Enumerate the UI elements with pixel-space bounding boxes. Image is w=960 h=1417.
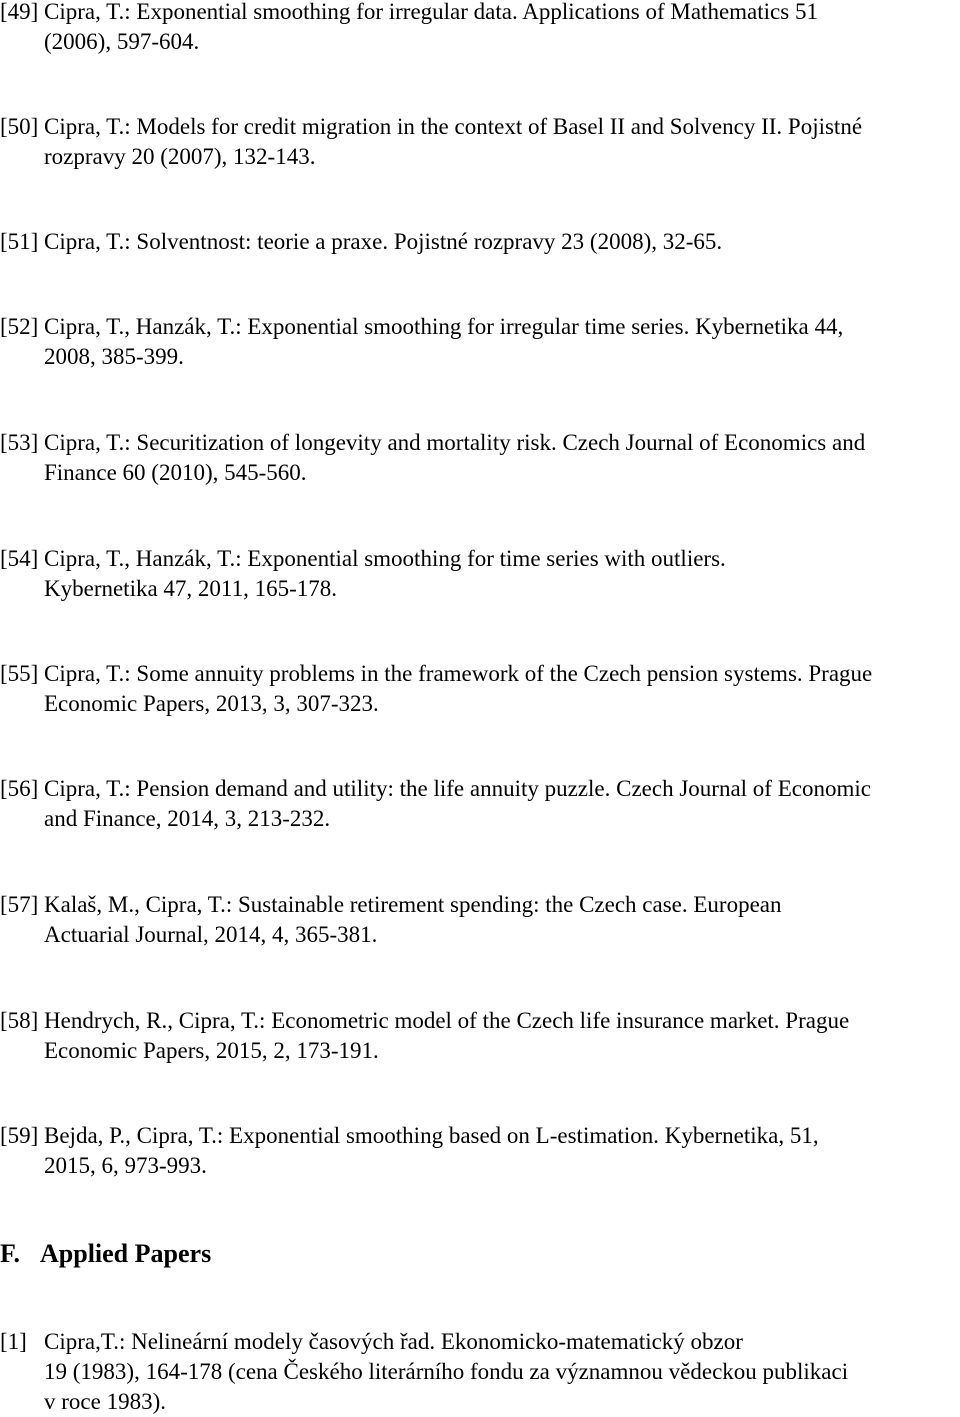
reference-text: [44, 1121, 958, 1181]
reference-line: Cipra,T.: Nelineární modely časových řad. Ekonomicko-matematický obzor: [44, 1329, 743, 1354]
reference-line: Cipra, T., Hanzák, T.: Exponential smoothing for irregular time series. Kybernetika 44,: [44, 314, 844, 339]
reference-number: [51]: [0, 229, 39, 254]
reference-text: [44, 544, 958, 604]
reference-line: Finance 60 (2010), 545-560.: [44, 460, 307, 485]
reference-line: Cipra, T.: Exponential smoothing for irregular data. Applications of Mathematics 51: [44, 0, 818, 24]
reference-text: [44, 112, 958, 172]
reference-line: Cipra, T., Hanzák, T.: Exponential smoothing for time series with outliers.: [44, 546, 726, 571]
reference-line: (2006), 597-604.: [44, 29, 200, 54]
reference-51: [0, 227, 960, 257]
reference-text: [44, 1327, 958, 1417]
reference-54: [0, 544, 960, 604]
reference-text: [44, 890, 958, 950]
reference-text: [44, 774, 958, 834]
reference-number: [56]: [0, 776, 39, 801]
reference-line: rozpravy 20 (2007), 132-143.: [44, 144, 316, 169]
section-heading: [0, 1238, 211, 1270]
reference-text: [44, 312, 958, 372]
reference-text: [44, 227, 958, 257]
reference-56: [0, 774, 960, 834]
reference-text: [44, 1006, 958, 1066]
reference-text: [44, 428, 958, 488]
reference-line: Cipra, T.: Some annuity problems in the framework of the Czech pension systems. Prague: [44, 661, 873, 686]
reference-49: [0, 0, 960, 57]
reference-number: [58]: [0, 1008, 39, 1033]
reference-number: [53]: [0, 430, 39, 455]
reference-line: Cipra, T.: Solventnost: teorie a praxe. Pojistné rozpravy 23 (2008), 32-65.: [44, 229, 723, 254]
reference-line: Kalaš, M., Cipra, T.: Sustainable retirement spending: the Czech case. European: [44, 892, 782, 917]
reference-text: [44, 659, 958, 719]
reference-line: Kybernetika 47, 2011, 165-178.: [44, 576, 337, 601]
reference-number: [50]: [0, 114, 39, 139]
reference-number: [57]: [0, 892, 39, 917]
reference-58: [0, 1006, 960, 1066]
reference-number: [59]: [0, 1123, 39, 1148]
reference-text: [44, 0, 958, 57]
reference-line: Cipra, T.: Models for credit migration in the context of Basel II and Solvency II. Pojistné: [44, 114, 863, 139]
reference-number: [54]: [0, 546, 39, 571]
reference-line: 2015, 6, 973-993.: [44, 1153, 207, 1178]
applied-paper-1: [0, 1327, 960, 1417]
reference-line: Actuarial Journal, 2014, 4, 365-381.: [44, 922, 378, 947]
section-letter: F.: [0, 1239, 20, 1268]
reference-59: [0, 1121, 960, 1181]
reference-number: [52]: [0, 314, 39, 339]
reference-line: Bejda, P., Cipra, T.: Exponential smoothing based on L-estimation. Kybernetika, 51,: [44, 1123, 819, 1148]
reference-line: Cipra, T.: Securitization of longevity and mortality risk. Czech Journal of Economics and: [44, 430, 866, 455]
section-title: Applied Papers: [40, 1239, 212, 1268]
reference-57: [0, 890, 960, 950]
reference-line: v roce 1983).: [44, 1389, 166, 1414]
reference-line: and Finance, 2014, 3, 213-232.: [44, 806, 331, 831]
reference-line: Economic Papers, 2015, 2, 173-191.: [44, 1038, 379, 1063]
reference-number: [49]: [0, 0, 39, 24]
reference-number: [1]: [0, 1329, 27, 1354]
reference-number: [55]: [0, 661, 39, 686]
reference-line: Cipra, T.: Pension demand and utility: the life annuity puzzle. Czech Journal of Economic: [44, 776, 871, 801]
reference-53: [0, 428, 960, 488]
reference-line: 19 (1983), 164-178 (cena Českého literárního fondu za významnou vědeckou publikaci: [44, 1359, 849, 1384]
reference-line: Economic Papers, 2013, 3, 307-323.: [44, 691, 379, 716]
reference-50: [0, 112, 960, 172]
reference-line: 2008, 385-399.: [44, 344, 184, 369]
reference-line: Hendrych, R., Cipra, T.: Econometric model of the Czech life insurance market. Prague: [44, 1008, 850, 1033]
reference-52: [0, 312, 960, 372]
reference-55: [0, 659, 960, 719]
